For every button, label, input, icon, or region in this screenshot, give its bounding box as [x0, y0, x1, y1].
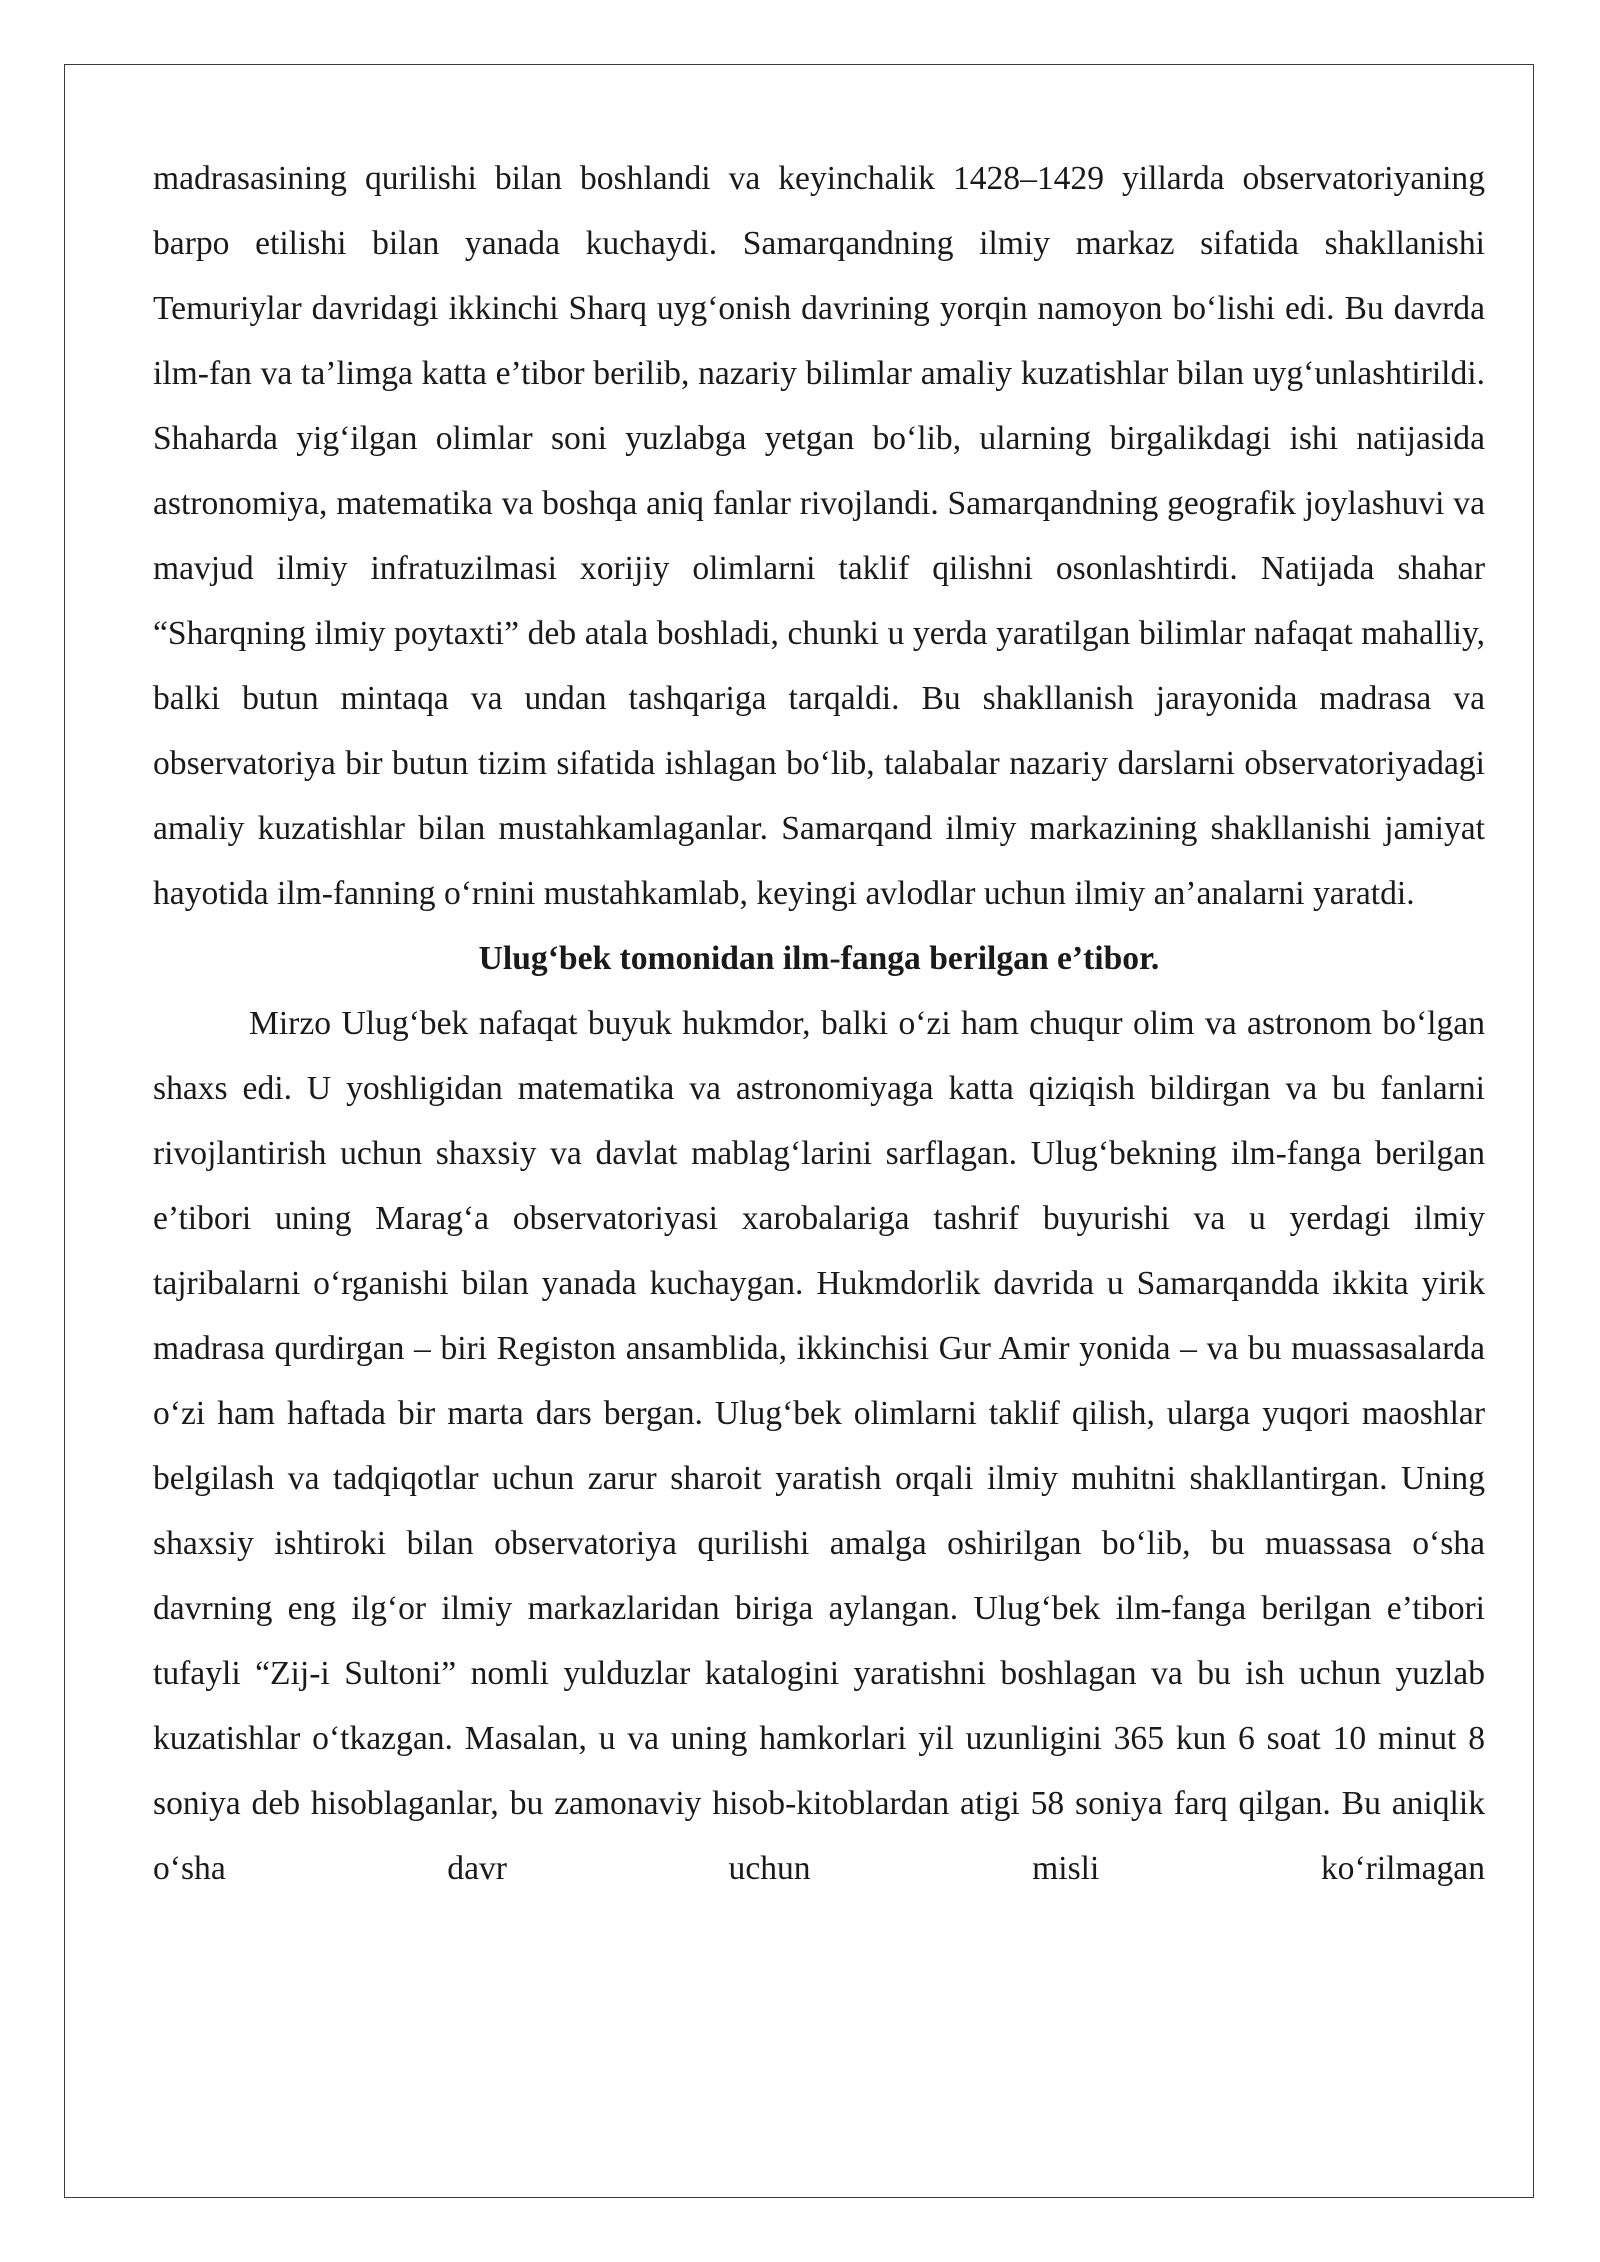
- body-paragraph: Mirzo Ulug‘bek nafaqat buyuk hukmdor, balki o‘zi ham chuqur olim va astronom bo‘lgan shaxs edi. U yoshligidan matematika va astronomiyaga katta qiziqish bildirgan va bu fanlarni rivojlantirish uchun shaxsiy va davlat mablag‘larini sarflagan. Ulug‘bekning ilm-fanga berilgan e’tibori uning Marag‘a observatoriyasi xarobalariga tashrif buyurishi va u yerdagi ilmiy tajribalarni o‘rganishi bilan yanada kuchaygan. Hukmdorlik davrida u Samarqandda ikkita yirik madrasa qurdirgan – biri Registon ansamblida, ikkinchisi Gur Amir yonida – va bu muassasalarda o‘zi ham haftada bir marta dars bergan. Ulug‘bek olimlarni taklif qilish, ularga yuqori maoshlar belgilash va tadqiqotlar uchun zarur sharoit yaratish orqali ilmiy muhitni shakllantirgan. Uning shaxsiy ishtiroki bilan observatoriya qurilishi amalga oshirilgan bo‘lib, bu muassasa o‘sha davrning eng ilg‘or ilmiy markazlaridan biriga aylangan. Ulug‘bek ilm-fanga berilgan e’tibori tufayli “Zij-i Sultoni” nomli yulduzlar katalogini yaratishni boshlagan va bu ish uchun yuzlab kuzatishlar o‘tkazgan. Masalan, u va uning hamkorlari yil uzunligini 365 kun 6 soat 10 minut 8 soniya deb hisoblaganlar, bu zamonaviy hisob-kitoblardan atigi 58 soniya farq qilgan. Bu aniqlik o‘sha davr uchun misli ko‘rilmagan: [153, 1005, 1485, 1887]
- document-body: [153, 146, 1485, 1901]
- section-heading: Ulug‘bek tomonidan ilm-fanga berilgan e’tibor.: [478, 940, 1160, 977]
- body-paragraph: madrasasining qurilishi bilan boshlandi va keyinchalik 1428–1429 yillarda observatoriyaning barpo etilishi bilan yanada kuchaydi. Samarqandning ilmiy markaz sifatida shakllanishi Temuriylar davridagi ikkinchi Sharq uyg‘onish davrining yorqin namoyon bo‘lishi edi. Bu davrda ilm-fan va ta’limga katta e’tibor berilib, nazariy bilimlar amaliy kuzatishlar bilan uyg‘unlashtirildi. Shaharda yig‘ilgan olimlar soni yuzlabga yetgan bo‘lib, ularning birgalikdagi ishi natijasida astronomiya, matematika va boshqa aniq fanlar rivojlandi. Samarqandning geografik joylashuvi va mavjud ilmiy infratuzilmasi xorijiy olimlarni taklif qilishni osonlashtirdi. Natijada shahar “Sharqning ilmiy poytaxti” deb atala boshladi, chunki u yerda yaratilgan bilimlar nafaqat mahalliy, balki butun mintaqa va undan tashqariga tarqaldi. Bu shakllanish jarayonida madrasa va observatoriya bir butun tizim sifatida ishlagan bo‘lib, talabalar nazariy darslarni observatoriyadagi amaliy kuzatishlar bilan mustahkamlaganlar. Samarqand ilmiy markazining shakllanishi jamiyat hayotida ilm-fanning o‘rnini mustahkamlab, keyingi avlodlar uchun ilmiy an’analarni yaratdi.: [153, 160, 1485, 912]
